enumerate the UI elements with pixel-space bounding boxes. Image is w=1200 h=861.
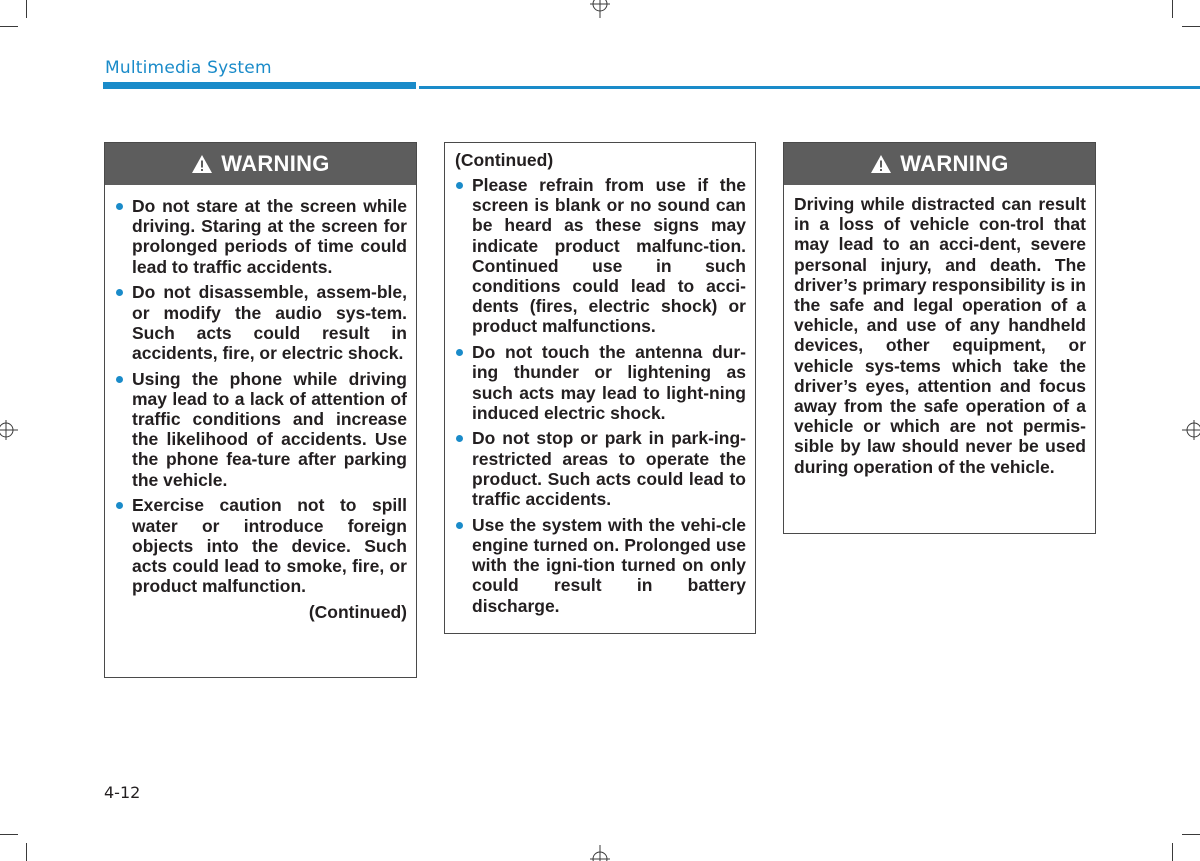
header-rule-thick <box>103 82 416 89</box>
list-item: Using the phone while driving may lead to a lack of attention of traffic conditions and increase the likelihood of accidents. Use the phone fea-ture after parking the vehicle. <box>115 369 407 490</box>
warning-list <box>455 175 746 616</box>
warning-heading: WARNING <box>900 151 1009 176</box>
continued-label: (Continued) <box>308 601 407 622</box>
warning-paragraph: Driving while distracted can result in a loss of vehicle con-trol that may lead to an acci-dent, severe personal injury, and death. The driver’s primary responsibility is in the safe and legal operation of a vehicle, and use of any handheld devices, other equipment, or vehicle sys-tems which take the driver’s eyes, attention and focus away from the safe operation of a vehicle or which are not permis-sible by law should never be used during operation of the vehicle. <box>794 194 1086 477</box>
header-rule-thin <box>419 86 1200 89</box>
crop-mark <box>26 0 27 18</box>
warning-list <box>115 196 407 596</box>
warning-header <box>105 143 416 185</box>
list-item: Please refrain from use if the screen is blank or no sound can be heard as these signs may indicate product malfunc-tion. Continued use in such conditions could lead to acci-dents (fires, electric shock) or product malfunctions. <box>455 175 746 337</box>
registration-mark-bottom <box>588 845 612 861</box>
section-title: Multimedia System <box>105 58 272 78</box>
crop-mark <box>0 26 18 27</box>
warning-triangle-icon <box>191 154 213 174</box>
crop-mark <box>1172 843 1173 861</box>
warning-heading: WARNING <box>221 151 330 176</box>
warning-box-left <box>104 142 417 678</box>
page-number: 4-12 <box>104 783 141 802</box>
registration-mark-right <box>1180 418 1200 442</box>
continued-label: (Continued) <box>455 150 554 170</box>
crop-mark <box>0 834 18 835</box>
crop-mark <box>26 843 27 861</box>
warning-box-right <box>783 142 1096 534</box>
registration-mark-top <box>588 0 612 20</box>
list-item: Use the system with the vehi-cle engine turned on. Prolonged use with the igni-tion turned on only could result in battery discharge. <box>455 515 746 616</box>
list-item: Do not stare at the screen while driving. Staring at the screen for prolonged periods of time could lead to traffic accidents. <box>115 196 407 277</box>
list-item: Do not touch the antenna dur-ing thunder or lightening as such acts may lead to light-ning induced electric shock. <box>455 342 746 423</box>
warning-box-middle <box>444 142 756 634</box>
crop-mark <box>1172 0 1173 18</box>
warning-header <box>784 143 1095 185</box>
warning-triangle-icon <box>870 154 892 174</box>
list-item: Do not stop or park in park-ing-restricted areas to operate the product. Such acts could lead to traffic accidents. <box>455 428 746 509</box>
list-item: Do not disassemble, assem-ble, or modify the audio sys-tem. Such acts could result in accidents, fire, or electric shock. <box>115 282 407 363</box>
crop-mark <box>1182 26 1200 27</box>
registration-mark-left <box>0 418 20 442</box>
crop-mark <box>1182 834 1200 835</box>
list-item: Exercise caution not to spill water or introduce foreign objects into the device. Such acts could lead to smoke, fire, or product malfunction. <box>115 495 407 596</box>
